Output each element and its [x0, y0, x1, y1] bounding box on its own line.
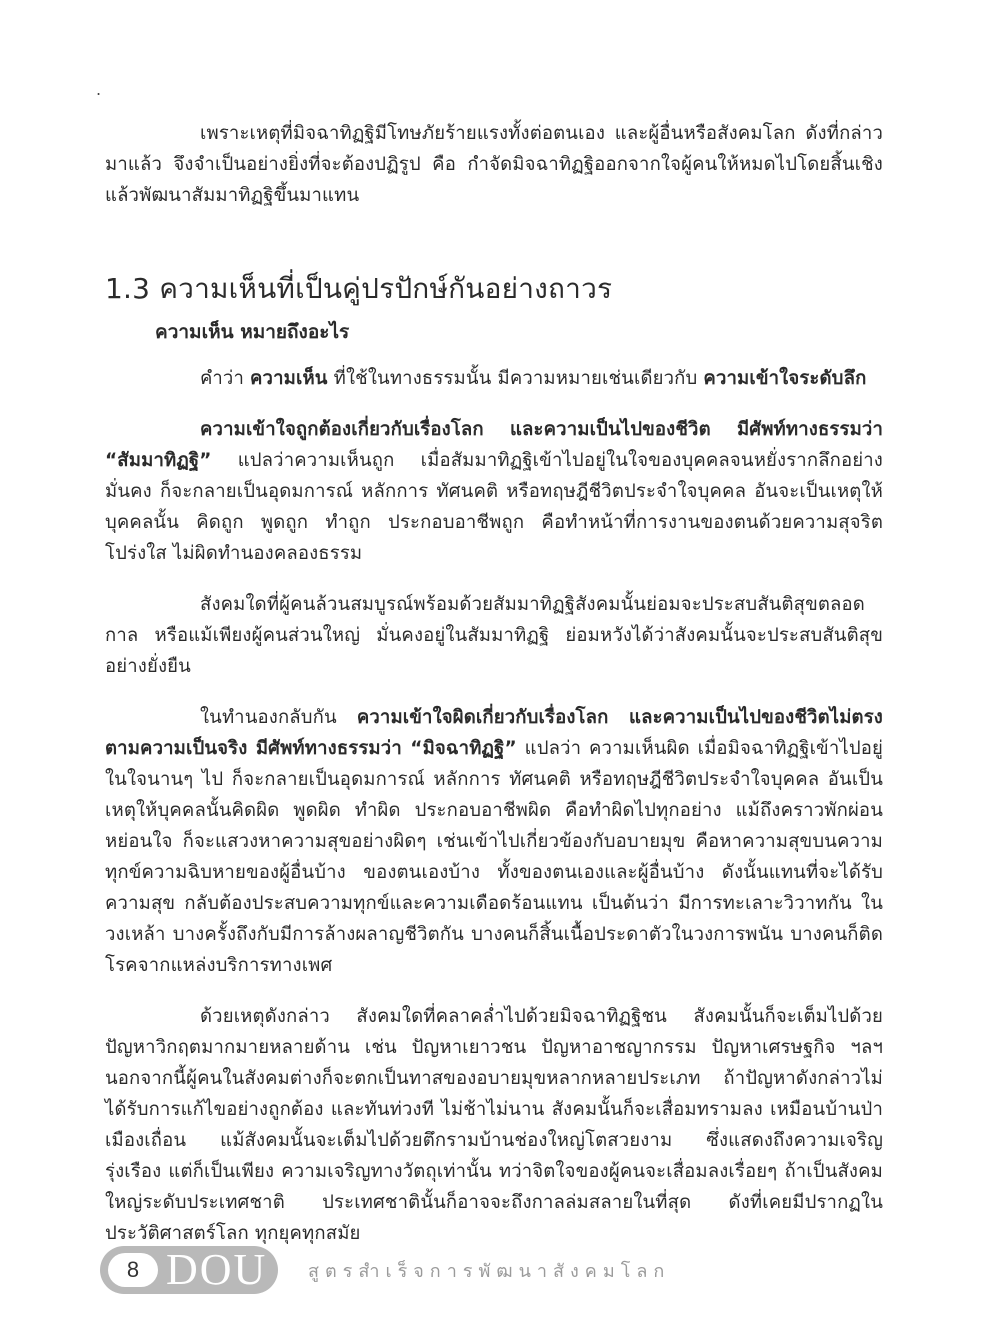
paragraph-wrong-view — [105, 702, 883, 981]
page-footer — [100, 1246, 670, 1294]
paragraph-text: แปลว่า ความเห็นผิด เมื่อมิจฉาทิฏฐิเข้าไปอยู่ในใจนานๆ ไป ก็จะกลายเป็นอุดมการณ์ หลักการ ทัศนคติ หรือทฤษฎีชีวิตประจำใจบุคคล อันเป็นเหตุให้บุคคลนั้นคิดผิด พูดผิด ทำผิด ประกอบอาชีพผิด คือทำผิดไปทุกอย่าง แม้ถึงคราวพักผ่อนหย่อนใจ ก็จะแสวงหาความสุขอย่างผิดๆ เช่นเข้าไปเกี่ยวข้องกับอบายมุข คือหาความสุขบนความทุกข์ความฉิบหายของผู้อื่นบ้าง ของตนเองบ้าง ทั้งของตนเองและผู้อื่นบ้าง ดังนั้นแทนที่จะได้รับความสุข กลับต้องประสบความทุกข์และความเดือดร้อนแทน เป็นต้นว่า มีการทะเลาะวิวาทกัน ในวงเหล้า บางครั้งถึงกับมีการล้างผลาญชีวิตกัน บางคนก็สิ้นเนื้อประดาตัวในวงการพนัน บางคนก็ติดโรคจากแหล่งบริการทางเพศ — [105, 738, 883, 976]
paragraph-text: แปลว่าความเห็นถูก เมื่อสัมมาทิฏฐิเข้าไปอยู่ในใจของบุคคลจนหยั่งรากลึกอย่างมั่นคง ก็จะกลายเป็นอุดมการณ์ หลักการ ทัศนคติ หรือทฤษฎีชีวิตประจำใจบุคคล อันจะเป็นเหตุให้บุคคลนั้น คิดถูก พูดถูก ทำถูก ประกอบอาชีพถูก คือทำหน้าที่การงานของตนด้วยความสุจริตโปร่งใส ไม่ผิดทำนองคลองธรรม — [105, 450, 883, 564]
footer-badge — [100, 1246, 278, 1294]
brand-logo: DOU — [166, 1245, 268, 1294]
paragraph-text: คำว่า — [200, 368, 251, 389]
paragraph-society-peace: สังคมใดที่ผู้คนล้วนสมบูรณ์พร้อมด้วยสัมมาทิฏฐิสังคมนั้นย่อมจะประสบสันติสุขตลอดกาล หรือแม้เพียงผู้คนส่วนใหญ่ มั่นคงอยู่ในสัมมาทิฏฐิ ย่อมหวังได้ว่าสังคมนั้นจะประสบสันติสุข อย่างยั่งยืน — [105, 594, 883, 677]
page-content — [105, 118, 883, 1249]
paragraph-text: ในทำนองกลับกัน — [200, 707, 357, 728]
paragraph-right-view — [105, 414, 883, 569]
bold-term: ความเข้าใจระดับลึก — [703, 368, 867, 389]
paragraph-society-crisis: ด้วยเหตุดังกล่าว สังคมใดที่คลาคล่ำไปด้วยมิจฉาทิฏฐิชน สังคมนั้นก็จะเต็มไปด้วยปัญหาวิกฤตมากมายหลายด้าน เช่น ปัญหาเยาวชน ปัญหาอาชญากรรม ปัญหาเศรษฐกิจ ฯลฯ นอกจากนี้ผู้คนในสังคมต่างก็จะตกเป็นทาสของอบายมุขหลากหลายประเภท ถ้าปัญหาดังกล่าวไม่ได้รับการแก้ไขอย่างถูกต้อง และทันท่วงที ไม่ช้าไม่นาน สังคมนั้นก็จะเสื่อมทรามลง เหมือนบ้านป่าเมืองเถื่อน แม้สังคมนั้นจะเต็มไปด้วยตึกรามบ้านช่องใหญ่โตสวยงาม ซึ่งแสดงถึงความเจริญรุ่งเรือง แต่ก็เป็นเพียง ความเจริญทางวัตถุเท่านั้น ทว่าจิตใจของผู้คนจะเสื่อมลงเรื่อยๆ ถ้าเป็นสังคมใหญ่ระดับประเทศชาติ ประเทศชาตินั้นก็อาจจะถึงกาลล่มสลายในที่สุด ดังที่เคยมีปรากฏในประวัติศาสตร์โลก ทุกยุคทุกสมัย — [105, 1006, 883, 1244]
bold-term: ความเห็น — [250, 368, 328, 389]
section-title: 1.3 ความเห็นที่เป็นคู่ปรปักษ์กันอย่างถาวร — [105, 272, 613, 305]
book-title: สูตรสำเร็จการพัฒนาสังคมโลก — [308, 1260, 671, 1282]
page-number: 8 — [108, 1253, 158, 1287]
paragraph-definition — [105, 363, 883, 394]
bold-term: ความเข้าใจถูกต้องเกี่ยวกับเรื่องโลก และความเป็นไปของชีวิต มีศัพท์ทางธรรมว่า “สัมมาทิฏฐิ” — [105, 419, 883, 471]
paragraph-text: ที่ใช้ในทางธรรมนั้น มีความหมายเช่นเดียวกับ — [327, 368, 704, 389]
intro-paragraph: เพราะเหตุที่มิจฉาทิฏฐิมีโทษภัยร้ายแรงทั้งต่อตนเอง และผู้อื่นหรือสังคมโลก ดังที่กล่าวมาแล้ว จึงจำเป็นอย่างยิ่งที่จะต้องปฏิรูป คือ กำจัดมิจฉาทิฏฐิออกจากใจผู้คนให้หมดไปโดยสิ้นเชิง แล้วพัฒนาสัมมาทิฏฐิขึ้นมาแทน — [105, 123, 883, 206]
bold-term: ความเข้าใจผิดเกี่ยวกับเรื่องโลก และความเป็นไปของชีวิตไม่ตรงตามความเป็นจริง มีศัพท์ทางธรรมว่า “มิจฉาทิฏฐิ” — [105, 707, 883, 759]
section-subheading: ความเห็น หมายถึงอะไร — [155, 321, 350, 343]
page-mark: . — [96, 80, 102, 99]
